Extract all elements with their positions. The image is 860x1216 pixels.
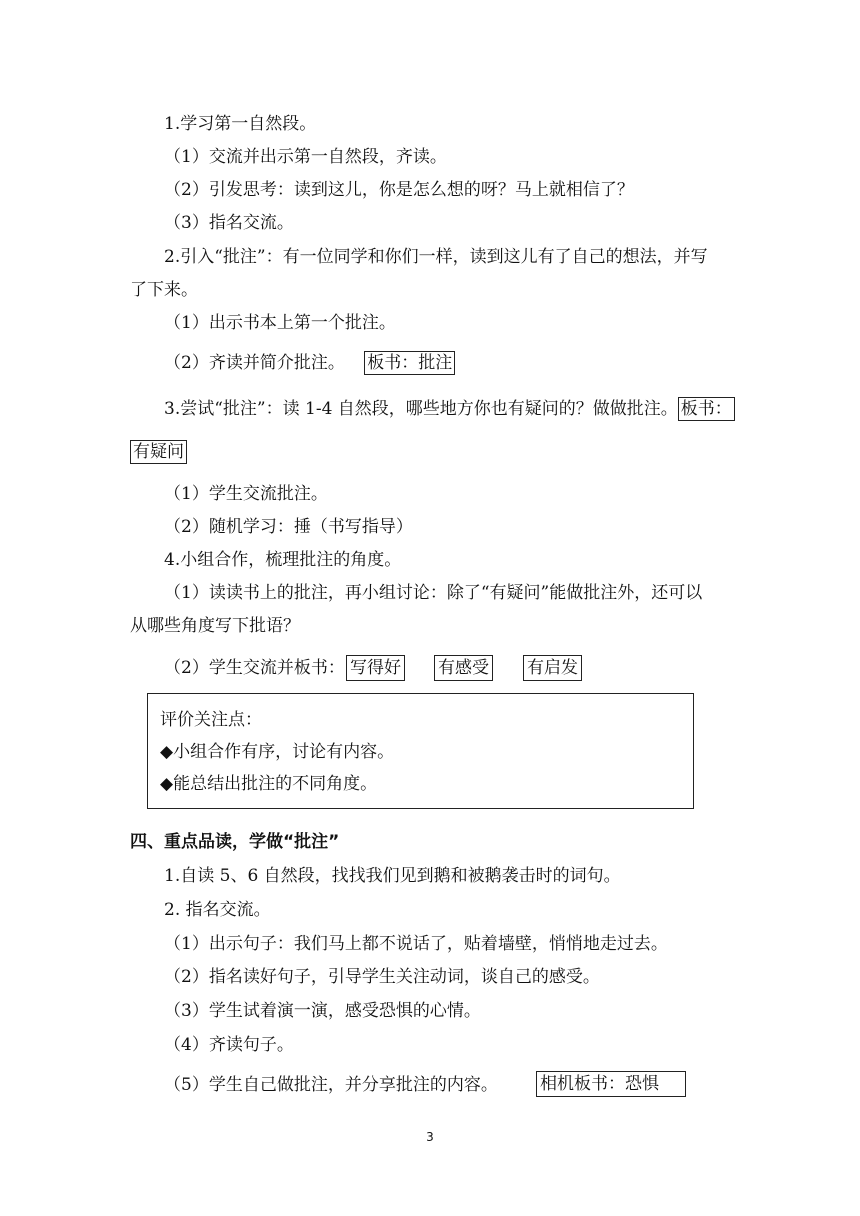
step-1: 1.学习第一自然段。: [164, 114, 317, 134]
board-note-youqifa: 有启发: [523, 655, 582, 681]
step-1-3: （3）指名交流。: [164, 213, 294, 233]
section-heading: 四、重点品读，学做“批注”: [130, 832, 340, 852]
evaluation-item: ◆能总结出批注的不同角度。: [160, 774, 378, 794]
step-2-cont: 了下来。: [130, 280, 198, 300]
step-4-2: （2）学生交流并板书：: [164, 658, 345, 678]
board-note-label: 板书：: [678, 397, 735, 421]
step-3-text: 3.尝试“批注”：读 1-4 自然段，哪些地方你也有疑问的？做做批注。: [164, 399, 678, 419]
board-note-xiedehao: 写得好: [346, 655, 405, 681]
evaluation-box: [147, 693, 694, 809]
step-1-2: （2）引发思考：读到这儿，你是怎么想的呀？马上就相信了？: [164, 180, 634, 200]
step-2-1: （1）出示书本上第一个批注。: [164, 313, 396, 333]
section4-step-2-5: （5）学生自己做批注，并分享批注的内容。: [164, 1075, 498, 1095]
evaluation-title: 评价关注点：: [160, 710, 262, 730]
step-3-1: （1）学生交流批注。: [164, 484, 328, 504]
section4-step-2-2: （2）指名读好句子，引导学生关注动词，谈自己的感受。: [164, 967, 600, 987]
step-2-2: [164, 351, 455, 375]
board-note-yougansho: 有感受: [434, 655, 493, 681]
section4-step-2: 2. 指名交流。: [164, 900, 271, 920]
page-number: 3: [426, 1130, 434, 1144]
step-1-1: （1）交流并出示第一自然段，齐读。: [164, 147, 447, 167]
board-note-kongju: 相机板书：恐惧: [536, 1071, 686, 1097]
step-2-2-text: （2）齐读并简介批注。: [164, 353, 345, 373]
section4-step-1: 1.自读 5、6 自然段，找找我们见到鹅和被鹅袭击时的词句。: [164, 866, 621, 886]
step-4-1: （1）读读书上的批注，再小组讨论：除了“有疑问”能做批注外，还可以: [164, 583, 703, 603]
step-3-cont: [130, 440, 187, 464]
step-2: 2.引入“批注”：有一位同学和你们一样，读到这儿有了自己的想法，并写: [164, 247, 708, 267]
board-note-pizhu: 板书：批注: [364, 351, 455, 375]
board-note-youyiwen: 有疑问: [130, 440, 187, 464]
step-4-1-cont: 从哪些角度写下批语？: [130, 616, 300, 636]
section4-step-2-1: （1）出示句子：我们马上都不说话了，贴着墙壁，悄悄地走过去。: [164, 934, 668, 954]
section4-step-2-3: （3）学生试着演一演，感受恐惧的心情。: [164, 1001, 481, 1021]
step-3-2: （2）随机学习：捶（书写指导）: [164, 517, 413, 537]
evaluation-item: ◆小组合作有序，讨论有内容。: [160, 742, 395, 762]
section4-step-2-4: （4）齐读句子。: [164, 1035, 294, 1055]
step-4: 4.小组合作，梳理批注的角度。: [164, 550, 402, 570]
step-3: [164, 397, 735, 421]
